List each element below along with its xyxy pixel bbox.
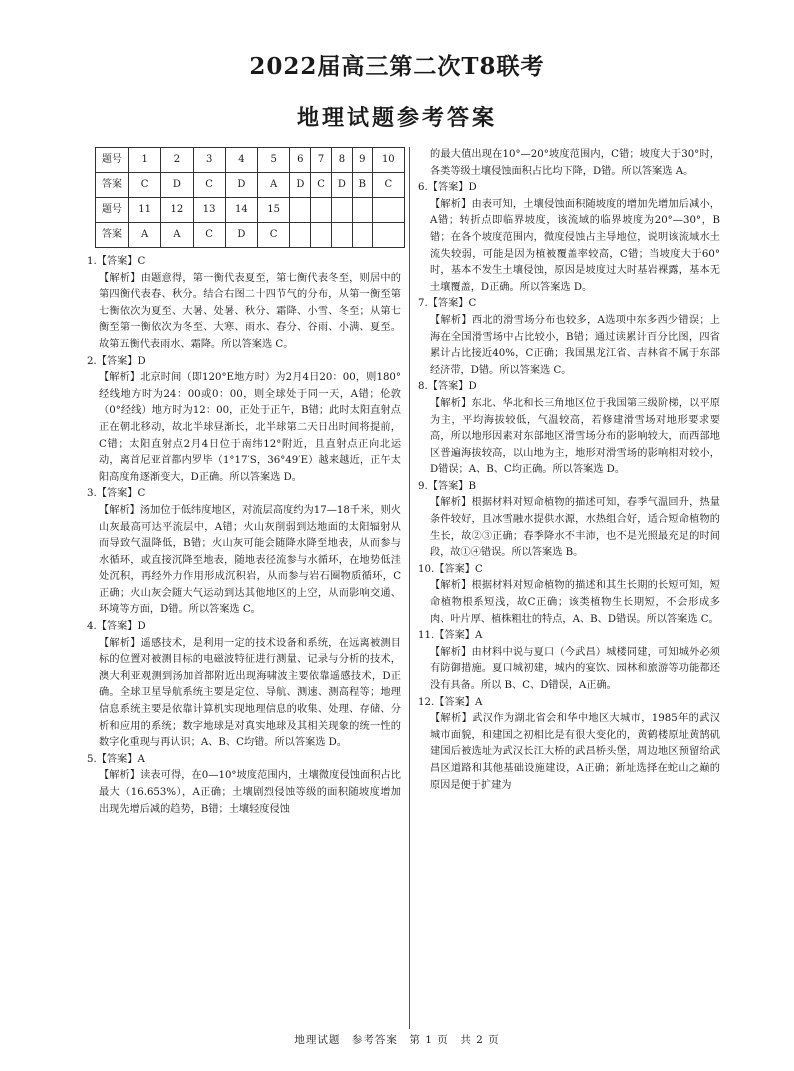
- answer-table-cell: 答案: [96, 223, 129, 248]
- answer-table-cell: A: [258, 173, 290, 198]
- answer-table-cell: 14: [225, 198, 257, 223]
- document-title: 2022届高三第二次T8联考: [249, 53, 545, 80]
- question-explanation: 【解析】汤加位于低纬度地区，对流层高度约为17—18千米，则火山灰最高可达平流层中，A错；火山灰削弱到达地面的太阳辐射从而导致气温降低，B错；火山灰可能会随降水降至地表，从而参与水循环，或直接沉降至地表，随地表径流参与水循环，在地势低洼处沉积，再经外力作用形成沉积岩，从而参与岩石圈物质循环，C正确；火山灰会随大气运动到达其他地区的上空，从而影响交通、环境等方面，D错。所以答案选 C。: [99, 504, 401, 616]
- question-item: [418, 479, 720, 562]
- question-explanation: 的最大值出现在10°—20°坡度范围内，C错；坡度大于30°时，各类等级土壤侵蚀面积占比均下降，D错。所以答案选 A。: [430, 149, 720, 177]
- answer-table-cell: 6: [290, 148, 311, 173]
- answer-table-cell: 5: [258, 148, 290, 173]
- question-explanation: 【解析】由材料中说与夏口（今武昌）城楼同建，可知城外必须有防御措施。夏口城初建，城内的宴饮、园林和旅游等功能都还没有具备。所以 B、C、D错误，A正确。: [430, 646, 720, 691]
- answer-table-cell: C: [258, 223, 290, 248]
- answer-table-cell: D: [225, 223, 257, 248]
- answer-table-cell: [352, 198, 372, 223]
- question-item: [418, 562, 720, 628]
- answer-table-cell: 答案: [96, 173, 129, 198]
- question-answer: 10.【答案】C: [418, 563, 483, 575]
- question-answer: 2.【答案】D: [87, 355, 146, 367]
- question-answer: 6.【答案】D: [418, 182, 477, 194]
- question-item: [87, 752, 401, 818]
- answer-table-cell: [331, 198, 352, 223]
- column-divider: [409, 147, 410, 1029]
- question-item: [418, 695, 720, 795]
- answer-table-cell: 3: [193, 148, 225, 173]
- answer-table-cell: [331, 223, 352, 248]
- answer-table-cell: D: [290, 173, 311, 198]
- answer-table-cell: 12: [161, 198, 193, 223]
- answer-table-cell: C: [311, 173, 331, 198]
- question-explanation: 【解析】根据材料对短命植物的描述和其生长期的长短可知，短命植物根系短浅，故C正确；该类植物生长期短，不会形成多肉、叶片厚、植株粗壮的特点，A、B、D错误。所以答案选 C。: [430, 580, 720, 625]
- answer-table-cell: [311, 198, 331, 223]
- answer-table-cell: A: [161, 223, 193, 248]
- question-explanation: 【解析】遥感技术，是利用一定的技术设备和系统，在远离被测目标的位置对被测目标的电磁波特征进行测量、记录与分析的技术，澳大利亚观测到汤加首都附近出现海啸波主要依靠遥感技术，D正确。全球卫星导航系统主要是定位、导航、测速、测高程等；地理信息系统主要是依靠计算机实现地理信息的收集、处理、存储、分析和应用的系统；数字地球是对真实地球及其相关现象的统一性的数字化重现与再认识；A、B、C均错。所以答案选 D。: [99, 637, 401, 749]
- answer-table-cell: 9: [352, 148, 372, 173]
- answer-table-cell: D: [161, 173, 193, 198]
- question-answer: 5.【答案】A: [87, 753, 145, 765]
- answer-table-cell: 8: [331, 148, 352, 173]
- answer-table-cell: 4: [225, 148, 257, 173]
- question-explanation: 【解析】东北、华北和长三角地区位于我国第三级阶梯，以平原为主，平均海拔较低，气温较高，若修建滑雪场对地形要求要高，所以地形因素对东部地区滑雪场分布的影响较大，而西部地区普遍海拔较高，以山地为主，地形对滑雪场的影响相对较小，D错误；A、B、C均正确。所以答案选 D。: [430, 397, 720, 476]
- answer-table-cell: C: [372, 173, 404, 198]
- document-subtitle: 地理试题参考答案: [296, 105, 497, 131]
- question-item: [418, 180, 720, 296]
- question-item: [418, 379, 720, 479]
- left-column: [87, 147, 401, 818]
- answer-table-cell: 15: [258, 198, 290, 223]
- question-explanation: 【解析】读表可得，在0—10°坡度范围内，土壤微度侵蚀面积占比最大（16.653%），A正确；土壤剧烈侵蚀等级的面积随坡度增加出现先增后减的趋势，B错；土壤轻度侵蚀: [99, 770, 401, 815]
- answer-table: [95, 147, 405, 248]
- question-item: [418, 296, 720, 379]
- page-footer: 地理试题 参考答案 第 1 页 共 2 页: [294, 1034, 500, 1046]
- answer-table-row: [96, 223, 405, 248]
- answer-table-cell: A: [129, 223, 161, 248]
- answer-table-cell: [372, 198, 404, 223]
- question-answer: 3.【答案】C: [87, 488, 146, 500]
- question-item: [87, 486, 401, 619]
- answer-table-row: [96, 148, 405, 173]
- question-explanation: 【解析】武汉作为湖北省会和华中地区大城市，1985年的武汉城市面貌，和建国之初相比是有很大变化的，黄鹤楼原址黄鹄矶建国后被选址为武汉长江大桥的武昌桥头堡，周边地区预留给武昌区道路和其他基础设施建设，A正确；新址选择在蛇山之巅的原因是便于扩建为: [430, 713, 720, 791]
- answer-table-cell: D: [331, 173, 352, 198]
- question-answer: 9.【答案】B: [418, 480, 476, 492]
- answer-table-cell: C: [193, 173, 225, 198]
- answer-table-cell: 2: [161, 148, 193, 173]
- question-answer: 1.【答案】C: [87, 256, 146, 267]
- answer-table-row: [96, 173, 405, 198]
- right-column: [418, 147, 720, 794]
- answer-table-cell: C: [129, 173, 161, 198]
- answer-table-cell: [290, 223, 311, 248]
- answer-table-cell: [372, 223, 404, 248]
- question-answer: 4.【答案】D: [87, 621, 146, 633]
- question-item: [418, 147, 720, 180]
- answer-table-cell: 11: [129, 198, 161, 223]
- answer-table-cell: 题号: [96, 148, 129, 173]
- answer-table-cell: C: [193, 223, 225, 248]
- answer-table-cell: D: [225, 173, 257, 198]
- question-answer: 7.【答案】C: [418, 298, 477, 310]
- question-explanation: 【解析】由题意得，第一衡代表夏至，第七衡代表冬至，则居中的第四衡代表春、秋分。结合右图二十四节气的分布，从第一衡至第七衡依次为夏至、大暑、处暑、秋分、霜降、小雪、冬至；从第七衡至第一衡依次为冬至、大寒、雨水、春分、谷雨、小满、夏至。故第五衡代表雨水、霜降。所以答案选 C。: [99, 272, 401, 350]
- answer-table-cell: 10: [372, 148, 404, 173]
- answer-table-cell: [352, 223, 372, 248]
- question-explanation: 【解析】北京时间（即120°E地方时）为2月4日20：00，则180°经线地方时为24：00或0：00，则全球处于同一天，A错；伦敦（0°经线）地方时为12：00，正处于正午，B错；此时太阳直射点正在朝北移动，故北半球昼渐长，北半球第二天日出时间将提前，C错；太阳直射点2月4日位于南纬12°附近，且直射点正向北运动，离首尼亚首都内罗毕（1°17′S，36°49′E）越来越近，正午太阳高度角逐渐变大，D正确。所以答案选 D。: [99, 372, 401, 483]
- answer-table-cell: 7: [311, 148, 331, 173]
- question-item: [418, 628, 720, 694]
- question-answer: 8.【答案】D: [418, 381, 477, 393]
- question-answer: 11.【答案】A: [418, 630, 483, 642]
- question-item: [87, 619, 401, 752]
- answer-table-cell: 1: [129, 148, 161, 173]
- question-explanation: 【解析】西北的滑雪场分布也较多，A选项中东多西少错误；上海在全国滑雪场中占比较小，B错；通过读累计百分比图，四省累计占比接近40%，C正确；我国黑龙江省、吉林省不属于东部经济带，D错。所以答案选 C。: [430, 314, 720, 376]
- question-answer: 12.【答案】A: [418, 696, 483, 708]
- answer-table-cell: [311, 223, 331, 248]
- question-item: [87, 254, 401, 354]
- question-explanation: 【解析】根据材料对短命植物的描述可知，春季气温回升，热量条件较好，且冰雪融水提供水源，水热组合好，适合短命植物的生长，故②③正确；春季降水不丰沛，也不是光照最充足的时间段，故①④错误。所以答案选 B。: [430, 497, 720, 559]
- question-explanation: 【解析】由表可知，土壤侵蚀面积随坡度的增加先增加后减小，A错；转折点即临界坡度，该流域的临界坡度为20°—30°，B错；在各个坡度范围内，微度侵蚀占主导地位，说明该流域水土流失较弱，可能是因为植被覆盖率较高，C错；当坡度大于60°时，基本不发生土壤侵蚀，原因是坡度过大时基岩裸露，基本无土壤覆盖，D正确。所以答案选 D。: [430, 198, 720, 293]
- answer-table-cell: 13: [193, 198, 225, 223]
- answer-table-row: [96, 198, 405, 223]
- answer-table-cell: B: [352, 173, 372, 198]
- answer-table-cell: [290, 198, 311, 223]
- question-item: [87, 354, 401, 487]
- answer-table-cell: 题号: [96, 198, 129, 223]
